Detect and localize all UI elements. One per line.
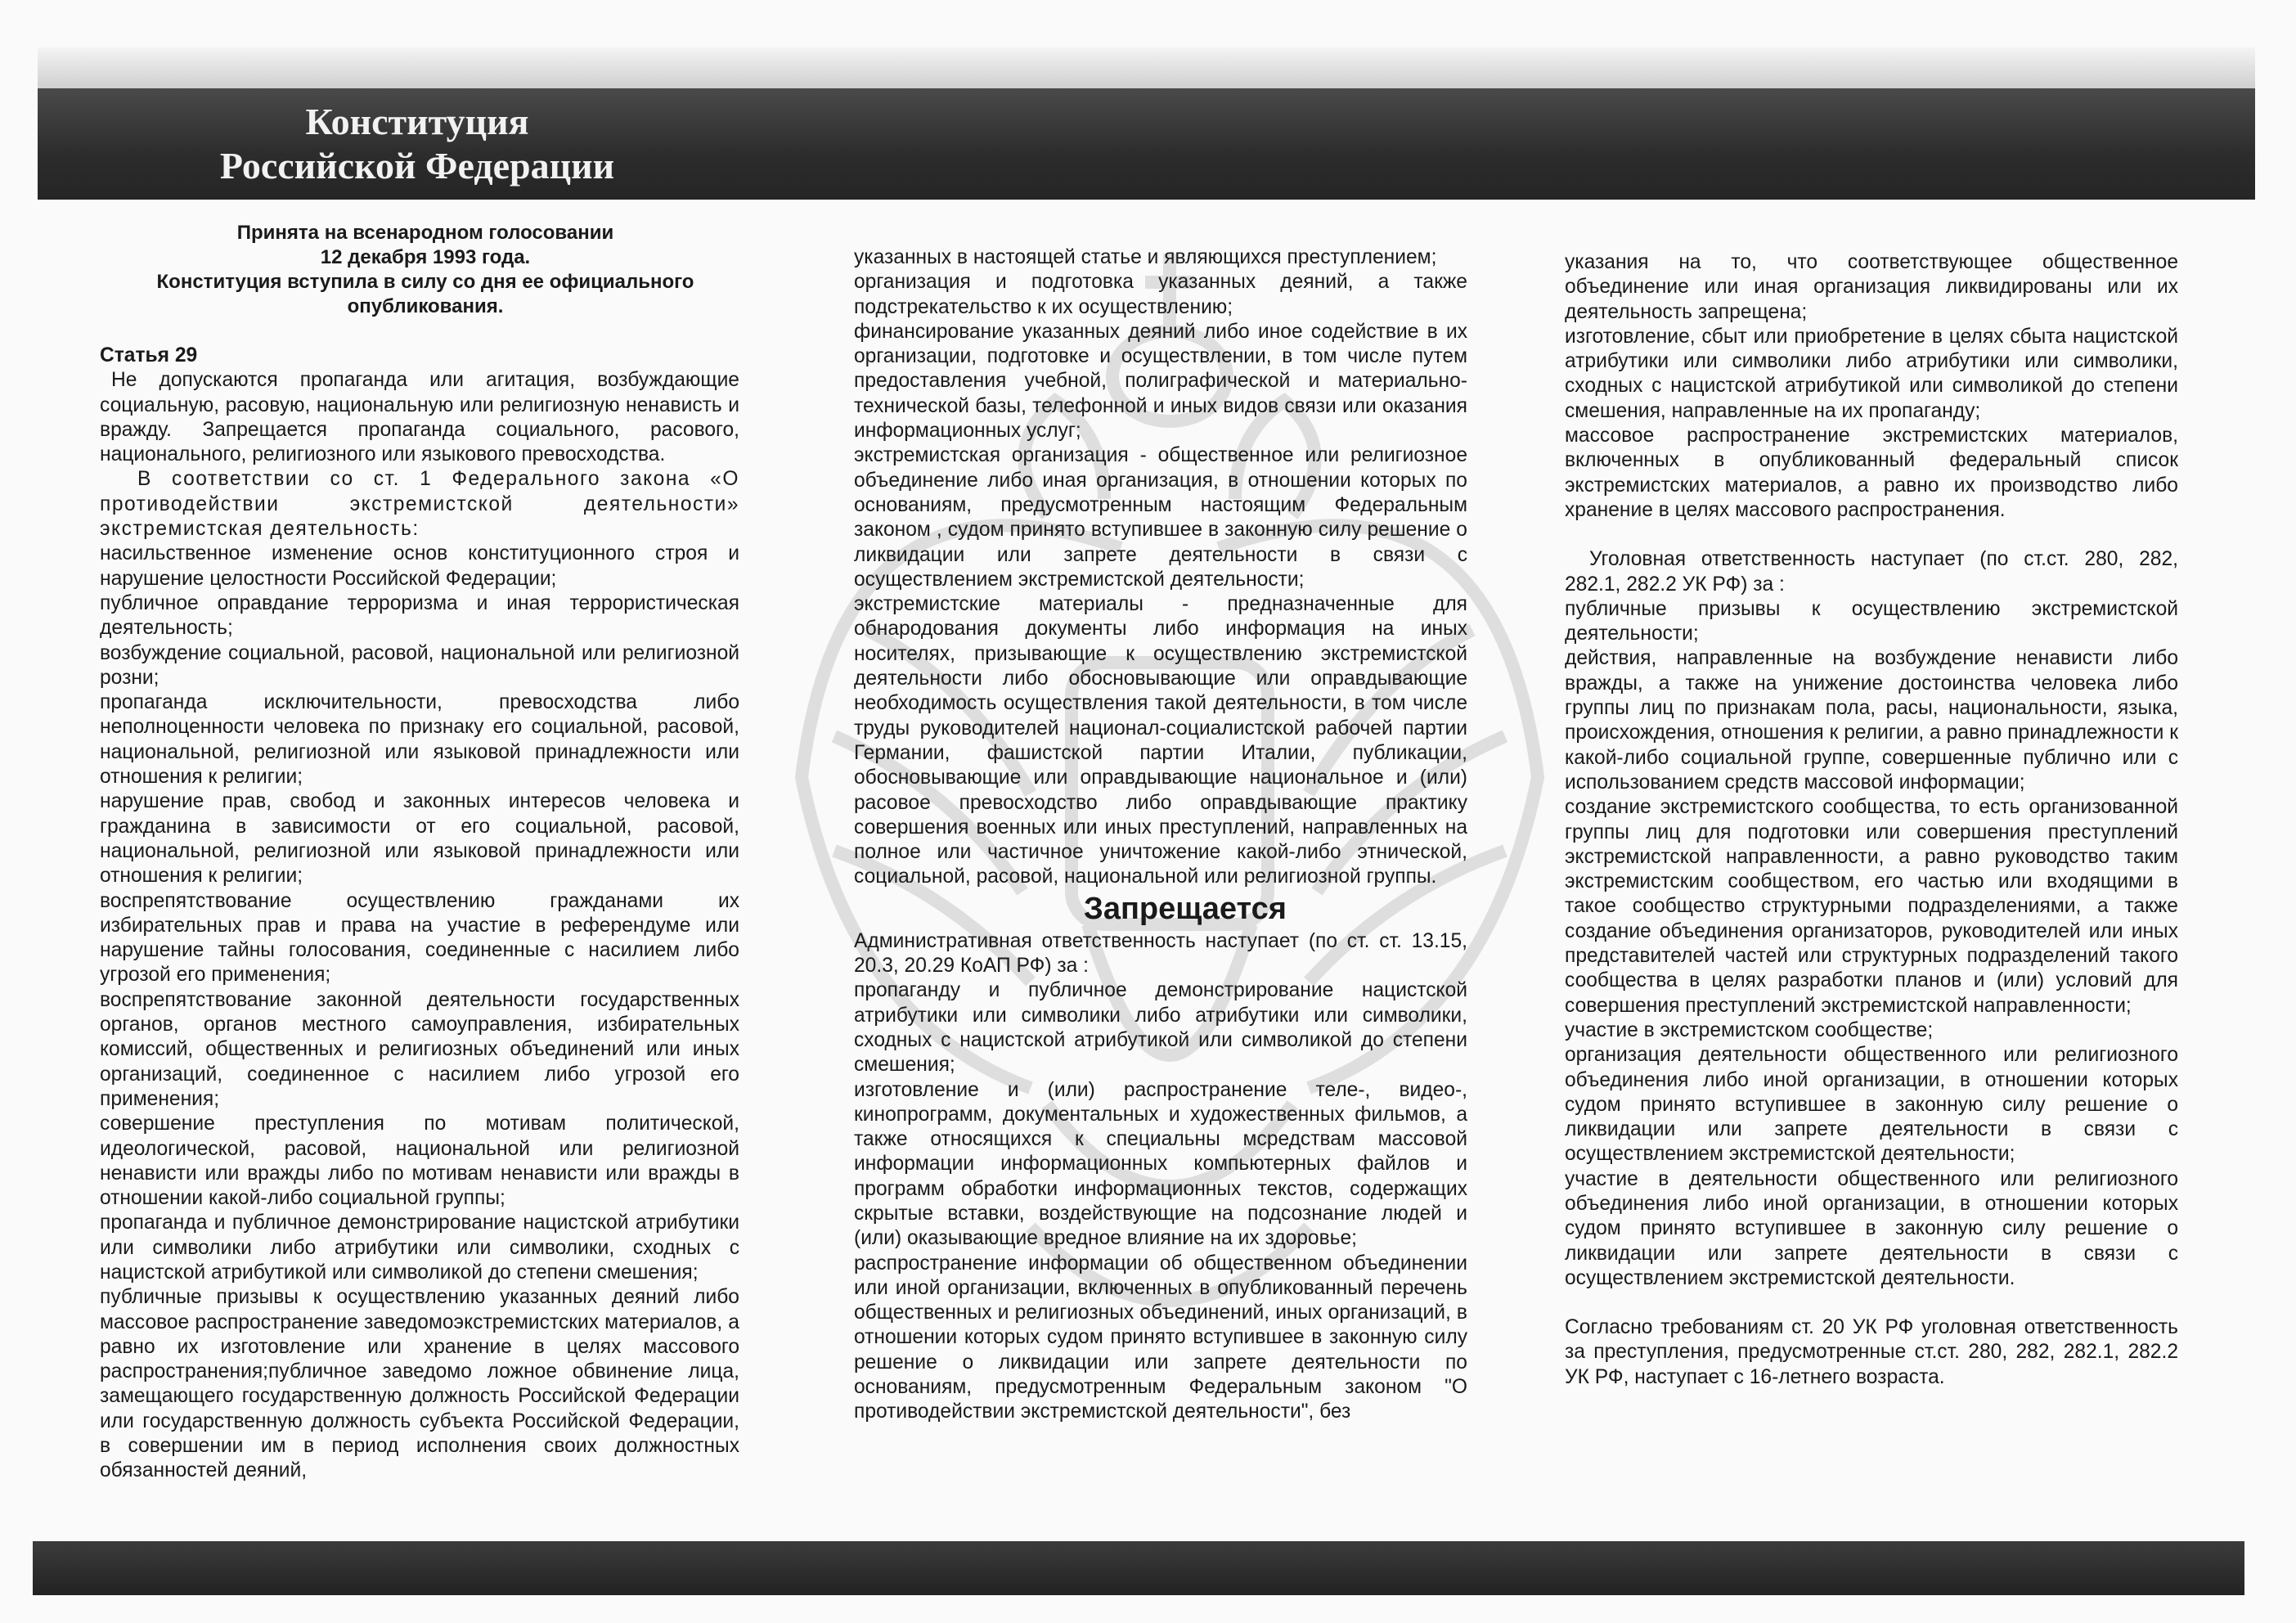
list-item: публичное оправдание терроризма и иная террористическая деятельность; bbox=[100, 591, 739, 640]
prohibited-heading: Запрещается bbox=[1084, 891, 1287, 926]
list-item: создание экстремистского сообщества, то есть организованной группы лиц для подготовки или совершения преступлений экстремистской направленности, а равно руководство таким экстремистским сообществом, его частью или входящими в такое сообщество структурными подразделениями, а также создание объединения организаторов, руководителей или иных представителей частей или структурных подразделений такого сообщества в целях разработки планов и (или) условий для совершения преступлений экстремистской направленности; bbox=[1565, 796, 2178, 1017]
scan-edge-shade bbox=[38, 47, 2255, 88]
list-item: насильственное изменение основ конституционного строя и нарушение целостности Российской Федерации; bbox=[100, 542, 739, 590]
list-item: пропаганду и публичное демонстрирование нацистской атрибутики или символики либо атрибутики или символики, сходных с нацистской атрибутикой или символикой до степени смешения; bbox=[854, 979, 1467, 1077]
list-item: участие в экстремистском сообществе; bbox=[1565, 1018, 1934, 1041]
article-text: Не допускаются пропаганда или агитация, возбуждающие социальную, расовую, национальную или религиозную ненависть и вражду. Запрещается пропаганда социального, расового, национального, религиозного или языкового превосходства. bbox=[100, 369, 739, 466]
list-item: совершение преступления по мотивам политической, идеологической, расовой, национальной или религиозной ненависти или вражды либо по мотивам ненависти или вражды в отношении какой-либо социальной группы; bbox=[100, 1113, 739, 1210]
age-note: Согласно требованиям ст. 20 УК РФ уголовная ответственность за преступления, предусмотренные ст.ст. 280, 282, 282.1, 282.2 УК РФ, наступает с 16-летнего возраста. bbox=[1565, 1316, 2178, 1388]
list-item: нарушение прав, свобод и законных интересов человека и гражданина в зависимости от его социальной, расовой, национальной, религиозной или языковой принадлежности или отношения к религии; bbox=[100, 790, 739, 888]
column-1 bbox=[100, 344, 739, 1484]
list-item: публичные призывы к осуществлению экстремистской деятельности; bbox=[1565, 597, 2178, 645]
list-item: воспрепятствование законной деятельности государственных органов, органов местного самоуправления, избирательных комиссий, общественных и религиозных объединений или иных организаций, соединенное с насилием либо угрозой его применения; bbox=[100, 988, 739, 1110]
law-intro: В соответствии со ст. 1 Федерального закона «О противодействии экстремистской деятельности» экстремистская деятельность: bbox=[100, 468, 739, 541]
list-item: пропаганда исключительности, превосходства либо неполноценности человека по признаку его социальной, расовой, национальной, религиозной или языковой принадлежности или отношения к религии; bbox=[100, 691, 739, 789]
list-item: возбуждение социальной, расовой, национальной или религиозной розни; bbox=[100, 641, 739, 689]
list-item: указания на то, что соответствующее общественное объединение или иная организация ликвидированы или их деятельность запрещена; bbox=[1565, 251, 2178, 323]
list-item: воспрепятствование осуществлению гражданами их избирательных прав и права на участие в референдуме или нарушение тайны голосования, соединенные с насилием либо угрозой его применения; bbox=[100, 889, 739, 987]
column-3 bbox=[1565, 250, 2178, 1390]
list-item: финансирование указанных деяний либо иное содействие в их организации, подготовке и осуществлении, в том числе путем предоставления учебной, полиграфической и материально-технической базы, телефонной и иных видов связи или оказания информационных услуг; bbox=[854, 320, 1467, 443]
criminal-intro: Уголовная ответственность наступает (по ст.ст. 280, 282, 282.1, 282.2 УК РФ) за : bbox=[1565, 548, 2178, 596]
title-line-2: Российской Федерации bbox=[219, 145, 615, 187]
adoption-line-1: Принята на всенародном голосовании bbox=[236, 222, 614, 244]
list-item: указанных в настоящей статье и являющихся преступлением; bbox=[854, 246, 1437, 268]
list-item: массовое распространение экстремистских материалов, включенных в опубликованный федеральный список экстремистских материалов, а равно их производство либо хранение в целях массового распространения. bbox=[1565, 425, 2178, 521]
title-line-1: Конституция bbox=[305, 101, 529, 142]
list-item: организация деятельности общественного или религиозного объединения либо иной организации, в отношении которых судом принято вступившее в законную силу решение о ликвидации или запрете деятельности в связи с осуществлением экстремистской деятельности; bbox=[1565, 1044, 2178, 1166]
list-item: публичные призывы к осуществлению указанных деяний либо массовое распространение заведомоэкстремистских материалов, а равно их изготовление или хранение в целях массового распространения;публичное заведомо ложное обвинение лица, замещающего государственную должность Российской Федерации или государственную должность субъекта Российской Федерации, в совершении им в период исполнения своих должностных обязанностей деяний, bbox=[100, 1286, 739, 1482]
list-item: пропаганда и публичное демонстрирование нацистской атрибутики или символики либо атрибутики или символики, сходных с нацистской атрибутикой или символикой до степени смешения; bbox=[100, 1212, 739, 1284]
list-item: распространение информации об общественном объединении или иной организации, включенных в опубликованный перечень общественных и религиозных объединений, иных организаций, в отношении которых судом принято вступившее в законную силу решение о ликвидации или запрете деятельности по основаниям, предусмотренным Федеральным законом "О противодействии экстремистской деятельности", без bbox=[854, 1252, 1467, 1423]
list-item: организация и подготовка указанных деяний, а также подстрекательство к их осуществлению; bbox=[854, 271, 1467, 318]
list-item: изготовление и (или) распространение теле-, видео-, кинопрограмм, документальных и художественных фильмов, а также относящихся к специальны мсредствам массовой информации информационных компьютерных файлов и программ обработки информационных текстов, содержащих скрытые вставки, воздействующие на подсознание людей и (или) оказывающие вредное влияние на их здоровье; bbox=[854, 1078, 1467, 1250]
list-item: экстремистская организация - общественное или религиозное объединение либо иная организация, в отношении которых по основаниям, предусмотренным настоящим Федеральным законом , судом принято вступившее в законную силу решение о ликвидации или запрете деятельности в связи с осуществлением экстремистской деятельности; bbox=[854, 444, 1467, 591]
footer-band bbox=[33, 1541, 2244, 1595]
adoption-line-2: 12 декабря 1993 года. bbox=[320, 246, 531, 268]
list-item: экстремистские материалы - предназначенные для обнародования документы либо информация на иных носителях, призывающие к осуществлению экстремистской деятельности либо обосновывающие или оправдывающие необходимость осуществления такой деятельности, в том числе труды руководителей национал-социалистской рабочей партии Германии, фашистской партии Италии, публикации, обосновывающие или оправдывающие национальное и (или) расовое превосходство либо оправдывающие практику совершения военных или иных преступлений, направленных на полное или частичное уничтожение какой-либо этнической, социальной, расовой, национальной или религиозной группы. bbox=[854, 593, 1467, 888]
admin-intro: Административная ответственность наступает (по ст. ст. 13.15, 20.3, 20.29 КоАП РФ) за : bbox=[854, 929, 1467, 978]
list-item: участие в деятельности общественного или религиозного объединения либо иной организации, в отношении которых судом принято вступившее в законную силу решение о ликвидации или запрете деятельности в связи с осуществлением экстремистской деятельности. bbox=[1565, 1167, 2178, 1289]
article-heading: Статья 29 bbox=[100, 344, 198, 366]
column-2 bbox=[854, 245, 1467, 1425]
page-title bbox=[98, 88, 736, 200]
list-item: изготовление, сбыт или приобретение в целях сбыта нацистской атрибутики или символики либо атрибутики или символики, сходных с нацистской атрибутикой или символикой до степени смешения, направленные на их пропаганду; bbox=[1565, 325, 2178, 422]
adoption-note bbox=[115, 221, 736, 319]
adoption-line-3: Конституция вступила в силу со дня ее официального опубликования. bbox=[156, 271, 694, 317]
list-item: действия, направленные на возбуждение ненависти либо вражды, а также на унижение достоинства человека либо группы лиц по признакам пола, расы, национальности, языка, происхождения, отношения к религии, а равно принадлежности к какой-либо социальной группе, совершенные публично или с использованием средств массовой информации; bbox=[1565, 647, 2178, 794]
